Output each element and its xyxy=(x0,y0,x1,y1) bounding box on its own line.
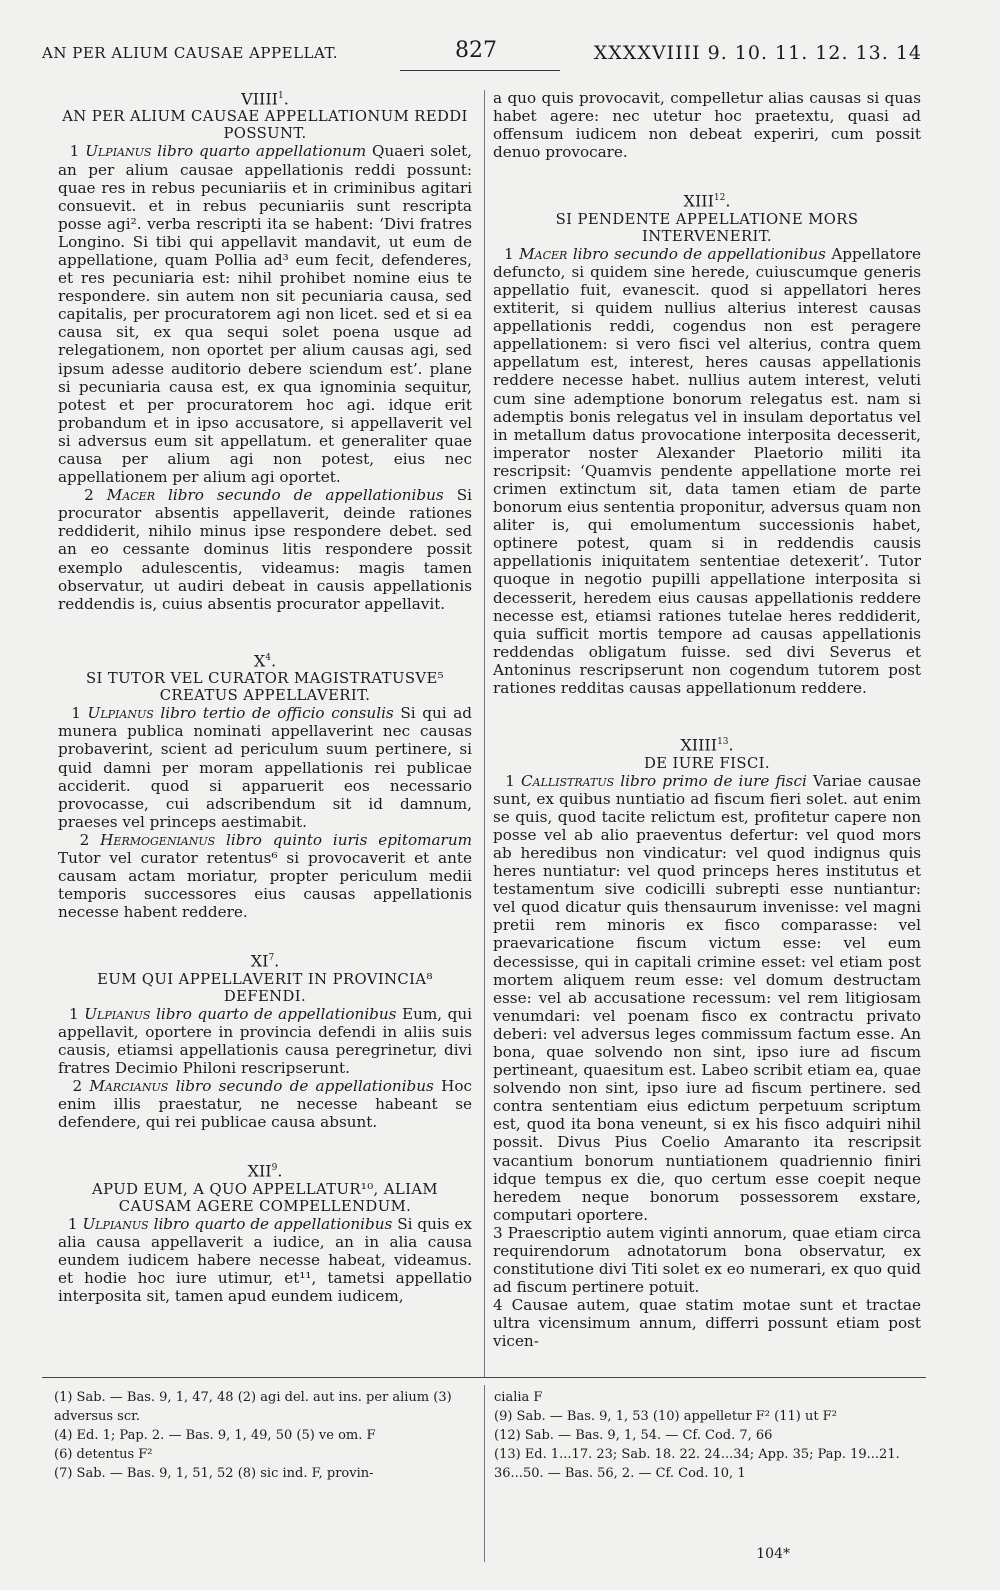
fragment-13-1: 1 Macer libro secundo de appellationibus Appellatore defuncto, si quidem sine herede, cuiuscumque generis appellatio fuit, evanescit. quod si appellatori heres extiterit, si quidem nullius alterius interest causas appellationis reddi, cogendus non est peragere appellationem: si vero fisci vel alterius, contra quem appellatum est, interest, heres causas appellationis reddere necesse habet. nullius autem interest, veluti cum sine ademptione bonorum relegatus est. nam si ademptis bonis relegatus vel in insulam deportatus vel in metallum datus provocatione interposita decesserit, imperator noster Alexander Plaetorio militi ita rescripsit: ‘Quamvis pendente appellatione morte rei crimen extinctum sit, data tamen etiam de parte bonorum eius sententia proponitur, adversus quam non aliter is, qui emolumentum successionis habet, optinere potest, quam si in reddendis causis appellationis iniquitatem sententiae detexerit’. Tutor quoque in negotio pupilli appellatione interposita si decesserit, heredem eius causas appellationis reddere necesse est, etiamsi rationes tutelae heres reddiderit, quia sufficit mortis tempore ad causas appellationis reddendas obligatum fuisse. sed divi Severus et Antoninus rescripserunt non cogendum tutorem post rationes redditas causas appellationum reddere. xyxy=(493,244,921,698)
header-rule xyxy=(400,70,560,71)
fragment-10-1: 1 Ulpianus libro tertio de officio consulis Si qui ad munera publica nominati appellaverint nec causas probaverint, scient ad periculum suum pertinere, si quid damni per moram appellationis rei publicae acciderit. quod si apparuerit eos necessario provocasse, cui adscribendum sit id damnum, praeses vel princeps aestimabit. xyxy=(58,704,473,831)
footnote-rule xyxy=(42,1377,926,1378)
footnote-line: (6) detentus F² xyxy=(54,1447,153,1462)
title-heading-13: SI PENDENTE APPELLATIONE MORS INTERVENERIT. xyxy=(555,210,859,245)
fragment-12-1: 1 Ulpianus libro quarto de appellationibus Si quis ex alia causa appellaverit a iudice, an in alia causa eundem iudicem habere necesse habeat, videamus. et hodie hoc iure utimur, et¹¹, tametsi appellatio interposita sit, tamen apud eundem iudicem, xyxy=(58,1214,472,1306)
header-right: XXXXVIIII 9. 10. 11. 12. 13. 14 xyxy=(593,42,922,64)
title-heading-9: AN PER ALIUM CAUSAE APPELLATIONUM REDDI POSSUNT. xyxy=(62,108,468,143)
left-column xyxy=(58,87,472,1305)
footnote-divider xyxy=(484,1385,485,1562)
title-number-12: XII$^9$. xyxy=(247,1161,283,1181)
running-header xyxy=(42,38,922,72)
title-number-9: VIIII$^1$. xyxy=(241,89,289,109)
title-number-13: XIII$^{12}$. xyxy=(683,191,731,211)
title-heading-12: APUD EUM, A QUO APPELLATUR¹⁰, ALIAM CAUSAM AGERE COMPELLENDUM. xyxy=(92,1180,438,1215)
footnote-line: (9) Sab. — Bas. 9, 1, 53 (10) appelletur F² (11) ut F² xyxy=(494,1409,837,1424)
fragment-14-4: 4 Causae autem, quae statim motae sunt et tractae ultra vicensimum annum, differri possunt etiam post vicen- xyxy=(493,1296,921,1351)
right-column xyxy=(493,89,921,1351)
fragment-9-2: 2 Macer libro secundo de appellationibus Si procurator absentis appellaverit, deinde rationes reddiderit, nihilo minus ipse respondere debet. sed an eo cessante dominus litis respondere possit exemplo adulescentis, videamus: magis tamen observatur, ut audiri debeat in causis appellationis reddendis is, cuius absentis procurator appellavit. xyxy=(58,486,473,613)
footnotes-left xyxy=(54,1388,474,1483)
footnote-line: (12) Sab. — Bas. 9, 1, 54. — Cf. Cod. 7, 66 xyxy=(494,1428,773,1443)
footnote-line: (13) Ed. 1...17. 23; Sab. 18. 22. 24...34; App. 35; Pap. 19...21. 36...50. — Bas. 56, 2. — Cf. Cod. 10, 1 xyxy=(494,1447,900,1481)
footnote-line: (7) Sab. — Bas. 9, 1, 51, 52 (8) sic ind. F, provin- xyxy=(54,1466,374,1481)
footnotes-right xyxy=(494,1388,924,1483)
fragment-14-1: 1 Callistratus libro primo de iure fisci Variae causae sunt, ex quibus nuntiatio ad fiscum fieri solet. aut enim se quis, quod tacite relictum est, profitetur capere non posse vel ab alio praeventus defertur: vel quod mors ab heredibus non vindicatur: vel quod indignus quis heres nuntiatur: vel quod princeps heres institutus et testamentum sive codicilli subrepti esse nuntiantur: vel quod dicatur quis thensaurum invenisse: vel magni pretii rem minoris ex fisco comparasse: vel praevaricatione fiscum victum esse: vel eum decessisse, qui in capitali crimine esset: vel etiam post mortem aliquem reum esse: vel domum destructam esse: vel ab accusatione recessum: vel rem litigiosam venumdari: vel poenam fisco ex contractu privato deberi: vel adversus leges commissum factum esse. An bona, quae solvendo non sint, ipso iure ad fiscum pertineant, quaesitum est. Labeo scribit etiam ea, quae solvendo non sint, ipso iure ad fiscum pertinere. sed contra sententiam eius edictum perpetuum scriptum est, quod ita bona veneunt, si ex his fisco adquiri nihil possit. Divus Pius Coelio Amaranto ita rescripsit vacantium bonorum nuntiationem quadriennio finiri idque tempus ex die, quo certum esse coepit neque heredem neque bonorum possessorem exstare, computari oportere. xyxy=(493,771,922,1224)
fragment-12-continued: a quo quis provocavit, compelletur alias causas si quas habet agere: nec utetur hoc praetextu, quasi ad offensum iudicem non debeat experiri, cum possit denuo provocare. xyxy=(493,89,921,162)
footnote-line: cialia F xyxy=(494,1390,543,1405)
fragment-14-3: 3 Praescriptio autem viginti annorum, quae etiam circa requirendorum adnotatorum bona observatur, ex constitutione divi Titi solet ex eo numerari, ex quo quid ad fiscum pertinere potuit. xyxy=(493,1223,922,1297)
column-divider xyxy=(484,90,485,1378)
signature-mark: 104* xyxy=(756,1546,790,1562)
page-number: 827 xyxy=(455,38,497,63)
fragment-11-1: 1 Ulpianus libro quarto de appellationibus Eum, qui appellavit, oportere in provincia defendi in aliis suis causis, etiamsi appellationis causa peregrinetur, divi fratres Decimio Philoni rescripserunt. xyxy=(58,1004,472,1078)
fragment-11-2: 2 Marcianus libro secundo de appellationibus Hoc enim illis praestatur, ne necesse habeant se defendere, qui rei publicae causa absunt. xyxy=(58,1077,473,1132)
fragment-10-2: 2 Hermogenianus libro quinto iuris epitomarum Tutor vel curator retentus⁶ si provocaverit et ante causam actam moriatur, propter periculum medii temporis successores eius causas appellationis necesse habent reddere. xyxy=(58,830,473,922)
title-number-11: $XI^7$. xyxy=(250,951,280,971)
header-left: AN PER ALIUM CAUSAE APPELLAT. xyxy=(42,44,339,62)
title-heading-10: SI TUTOR VEL CURATOR MAGISTRATUSVE⁵ CREATUS APPELLAVERIT. xyxy=(86,670,444,705)
footnote-line: (4) Ed. 1; Pap. 2. — Bas. 9, 1, 49, 50 (5) ve om. F xyxy=(54,1428,376,1443)
title-number-10: $X^4$. xyxy=(253,651,277,671)
fragment-9-1: 1 Ulpianus libro quarto appellationum Quaeri solet, an per alium causae appellationis reddi possunt: quae res in rebus pecuniariis et in criminibus agitari consuevit. et in rebus pecuniariis sunt rescripta posse agi². verba rescripti ita se habent: ‘Divi fratres Longino. Si tibi qui appellavit mandavit, ut eum de appellatione, quam Pollia ad³ eum fecit, defenderes, et res pecuniaria est: nihil prohibet nomine eius te respondere. sin autem non sit pecuniaria causa, sed capitalis, per procuratorem agi non licet. sed et si ea causa sit, ex qua sequi solet poena usque ad relegationem, non oportet per alium causas agi, sed ipsum adesse auditorio debere sciendum est’. plane si pecuniaria causa est, ex qua ignominia sequitur, potest et per procuratorem hoc agi. idque erit probandum et in ipso accusatore, si appellaverit vel si adversus eum sit appellatum. et generaliter quae causa per alium agi non potest, eius nec appellationem per alium agi oportet. xyxy=(58,142,472,487)
footnote-line: (1) Sab. — Bas. 9, 1, 47, 48 (2) agi del. aut ins. per alium (3) adversus scr. xyxy=(54,1390,452,1424)
title-heading-11: EUM QUI APPELLAVERIT IN PROVINCIA⁸ DEFENDI. xyxy=(97,970,433,1005)
title-number-14: XIIII$^{13}$. xyxy=(680,735,734,755)
title-heading-14: DE IURE FISCI. xyxy=(643,754,771,772)
